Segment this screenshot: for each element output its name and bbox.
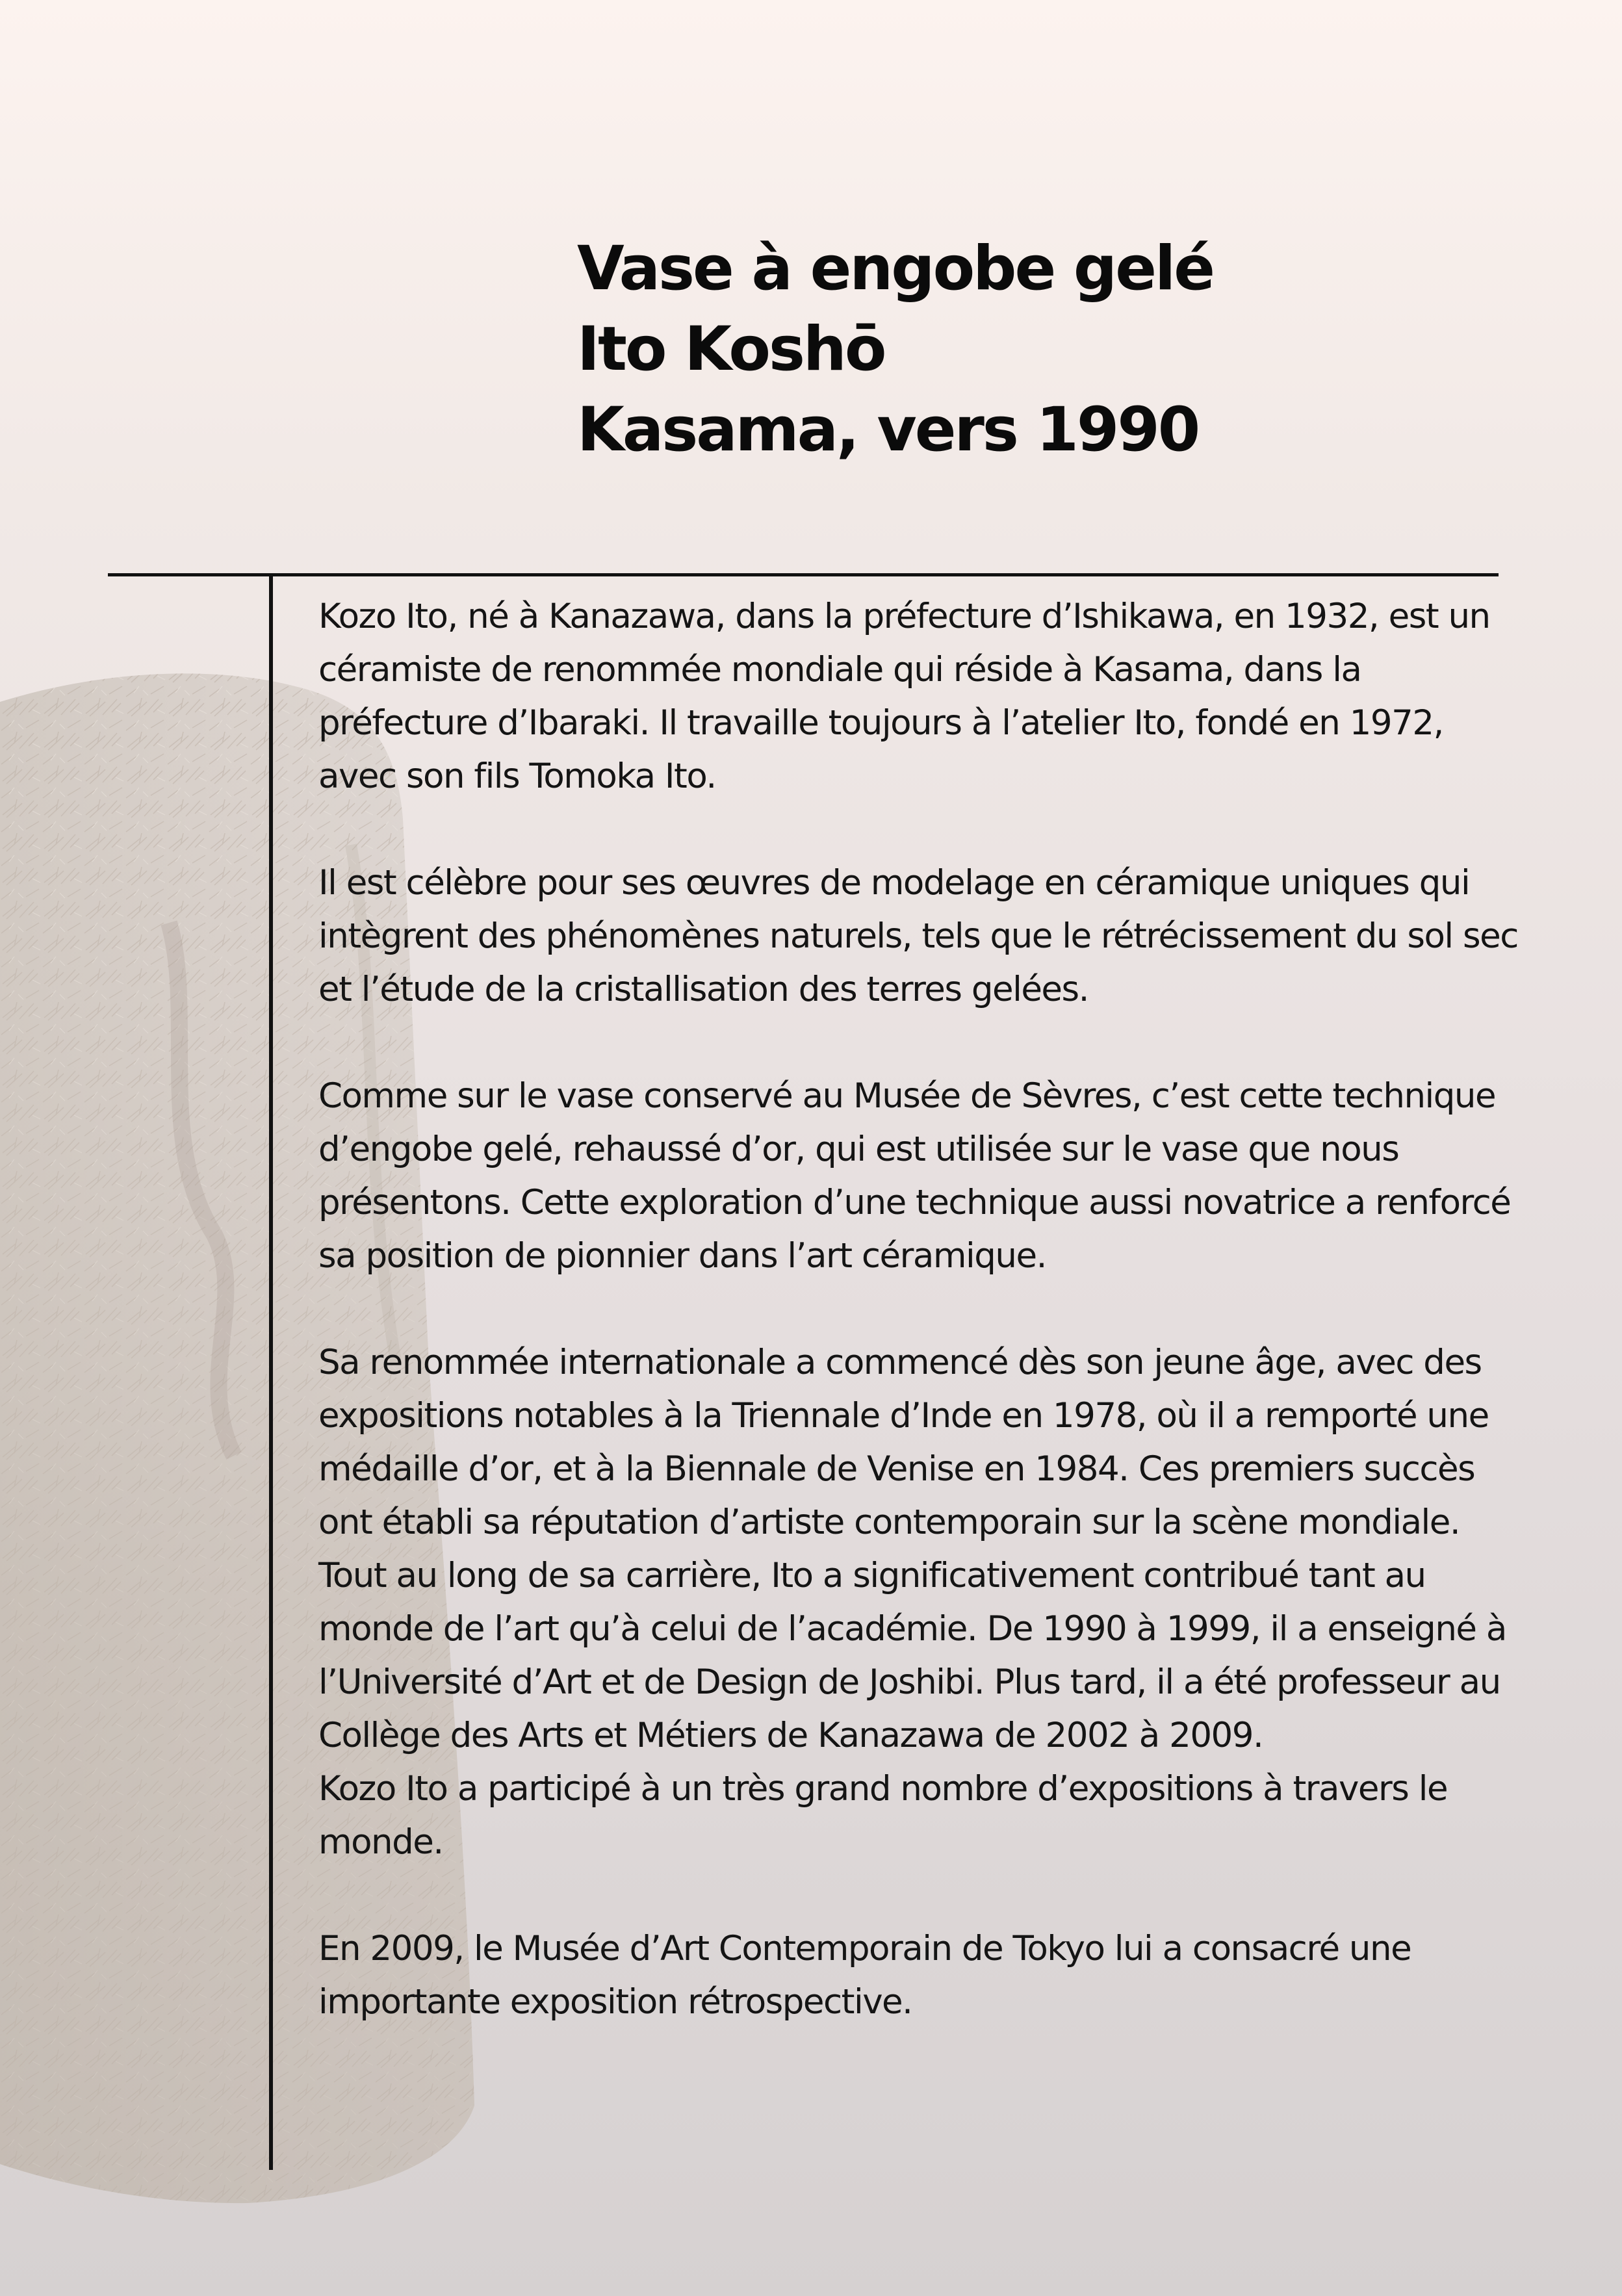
vertical-divider (269, 573, 273, 2170)
paragraph-natural-phenomena: Il est célèbre pour ses œuvres de modelage en céramique uniques qui intègrent des phénomènes naturels, tels que le rétrécissement du sol sec et l’étude de la cristallisation des terres gelées. (318, 863, 1518, 1009)
paragraph-career: Tout au long de sa carrière, Ito a significativement contribué tant au monde de l’art qu’à celui de l’académie. De 1990 à 1999, il a enseigné à l’Université d’Art et de Design de Joshibi. Plus tard, il a été professeur au Collège des Arts et Métiers de Kanazawa de 2002 à 2009. (318, 1556, 1506, 1755)
title-place-date: Kasama, vers 1990 (577, 394, 1199, 465)
biography-text (318, 590, 1527, 2029)
paragraph-exhibitions: Kozo Ito a participé à un très grand nombre d’expositions à travers le monde. (318, 1769, 1448, 1862)
paragraph-international-fame: Sa renommée internationale a commencé dès son jeune âge, avec des expositions notables à la Triennale d’Inde en 1978, où il a remporté une médaille d’or, et à la Biennale de Venise en 1984. Ces premiers succès ont établi sa réputation d’artiste contemporain sur la scène mondiale. (318, 1343, 1489, 1542)
paragraph-retrospective: En 2009, le Musée d’Art Contemporain de Tokyo lui a consacré une importante exposition rétrospective. (318, 1929, 1411, 2022)
paragraph-birth: Kozo Ito, né à Kanazawa, dans la préfecture d’Ishikawa, en 1932, est un céramiste de renommée mondiale qui réside à Kasama, dans la préfecture d’Ibaraki. Il travaille toujours à l’atelier Ito, fondé en 1972, avec son fils Tomoka Ito. (318, 597, 1490, 796)
paragraph-frosted-slip-technique: Comme sur le vase conservé au Musée de Sèvres, c’est cette technique d’engobe gelé, rehaussé d’or, qui est utilisée sur le vase que nous présentons. Cette exploration d’une technique aussi novatrice a renforcé sa position de pionnier dans l’art céramique. (318, 1076, 1511, 1276)
title-block (577, 229, 1213, 471)
title-artist-name: Ito Koshō (577, 314, 885, 385)
horizontal-divider (108, 573, 1499, 576)
title-object-name: Vase à engobe gelé (577, 233, 1213, 304)
